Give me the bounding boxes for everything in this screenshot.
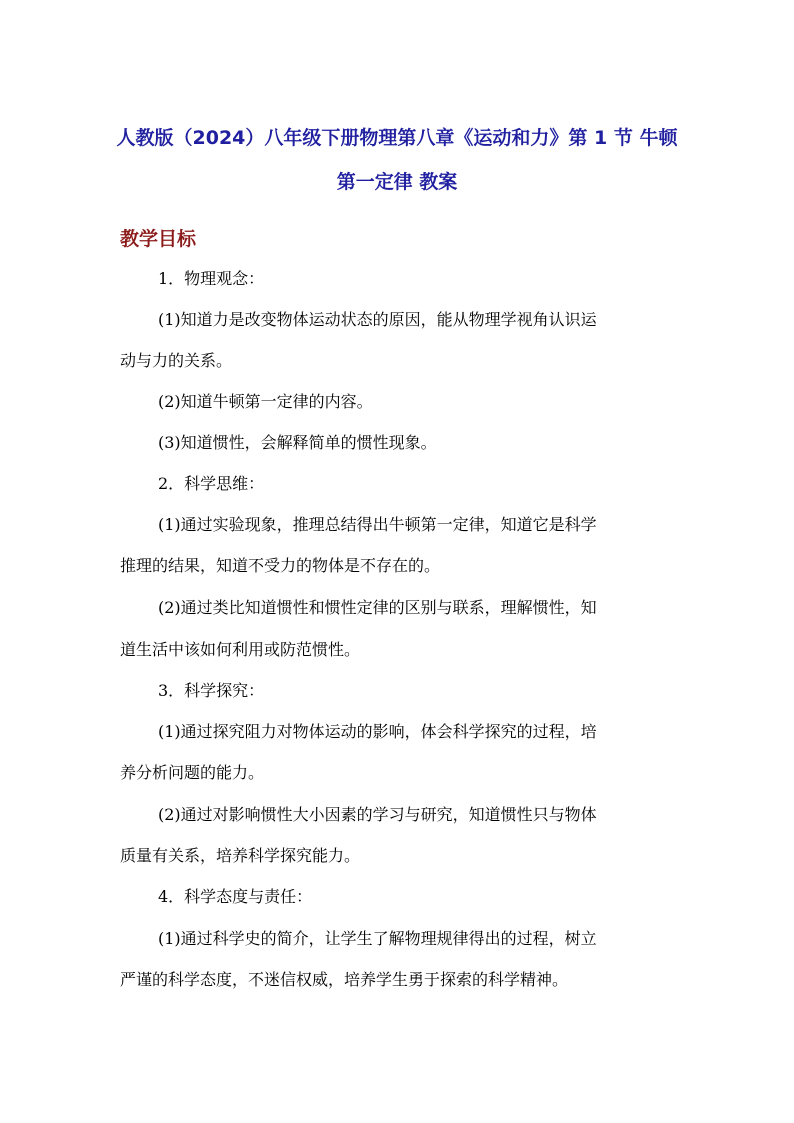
document-title-line-1: 人教版（2024）八年级下册物理第八章《运动和力》第 1 节 牛顿 [116,127,678,149]
document-title-line-2: 第一定律 教案 [336,171,458,193]
objective-item: (3)知道惯性，会解释简单的惯性现象。 [158,433,437,452]
objective-item: (1)通过探究阻力对物体运动的影响，体会科学探究的过程，培 [158,722,597,741]
objective-item: (2)通过对影响惯性大小因素的学习与研究，知道惯性只与物体 [158,805,597,824]
objective-item: (1)通过实验现象，推理总结得出牛顿第一定律，知道它是科学 [158,515,597,534]
objective-heading-1: 1．物理观念： [158,269,265,288]
objective-heading-2: 2．科学思维： [158,474,265,493]
objective-item-cont: 推理的结果，知道不受力的物体是不存在的。 [120,556,441,575]
objective-item: (2)通过类比知道惯性和惯性定律的区别与联系，理解惯性，知 [158,598,597,617]
objective-item: (1)知道力是改变物体运动状态的原因，能从物理学视角认识运 [158,310,597,329]
objective-heading-3: 3．科学探究： [158,681,265,700]
objective-item-cont: 养分析问题的能力。 [120,763,265,782]
objective-item-cont: 道生活中该如何利用或防范惯性。 [120,640,361,659]
objective-item: (1)通过科学史的简介，让学生了解物理规律得出的过程，树立 [158,929,597,948]
objective-heading-4: 4．科学态度与责任： [158,887,313,906]
section-heading: 教学目标 [120,228,197,250]
objective-item: (2)知道牛顿第一定律的内容。 [158,392,373,411]
objective-item-cont: 质量有关系，培养科学探究能力。 [120,846,361,865]
objective-item-cont: 动与力的关系。 [120,351,233,370]
objective-item-cont: 严谨的科学态度，不迷信权威，培养学生勇于探索的科学精神。 [120,970,569,989]
